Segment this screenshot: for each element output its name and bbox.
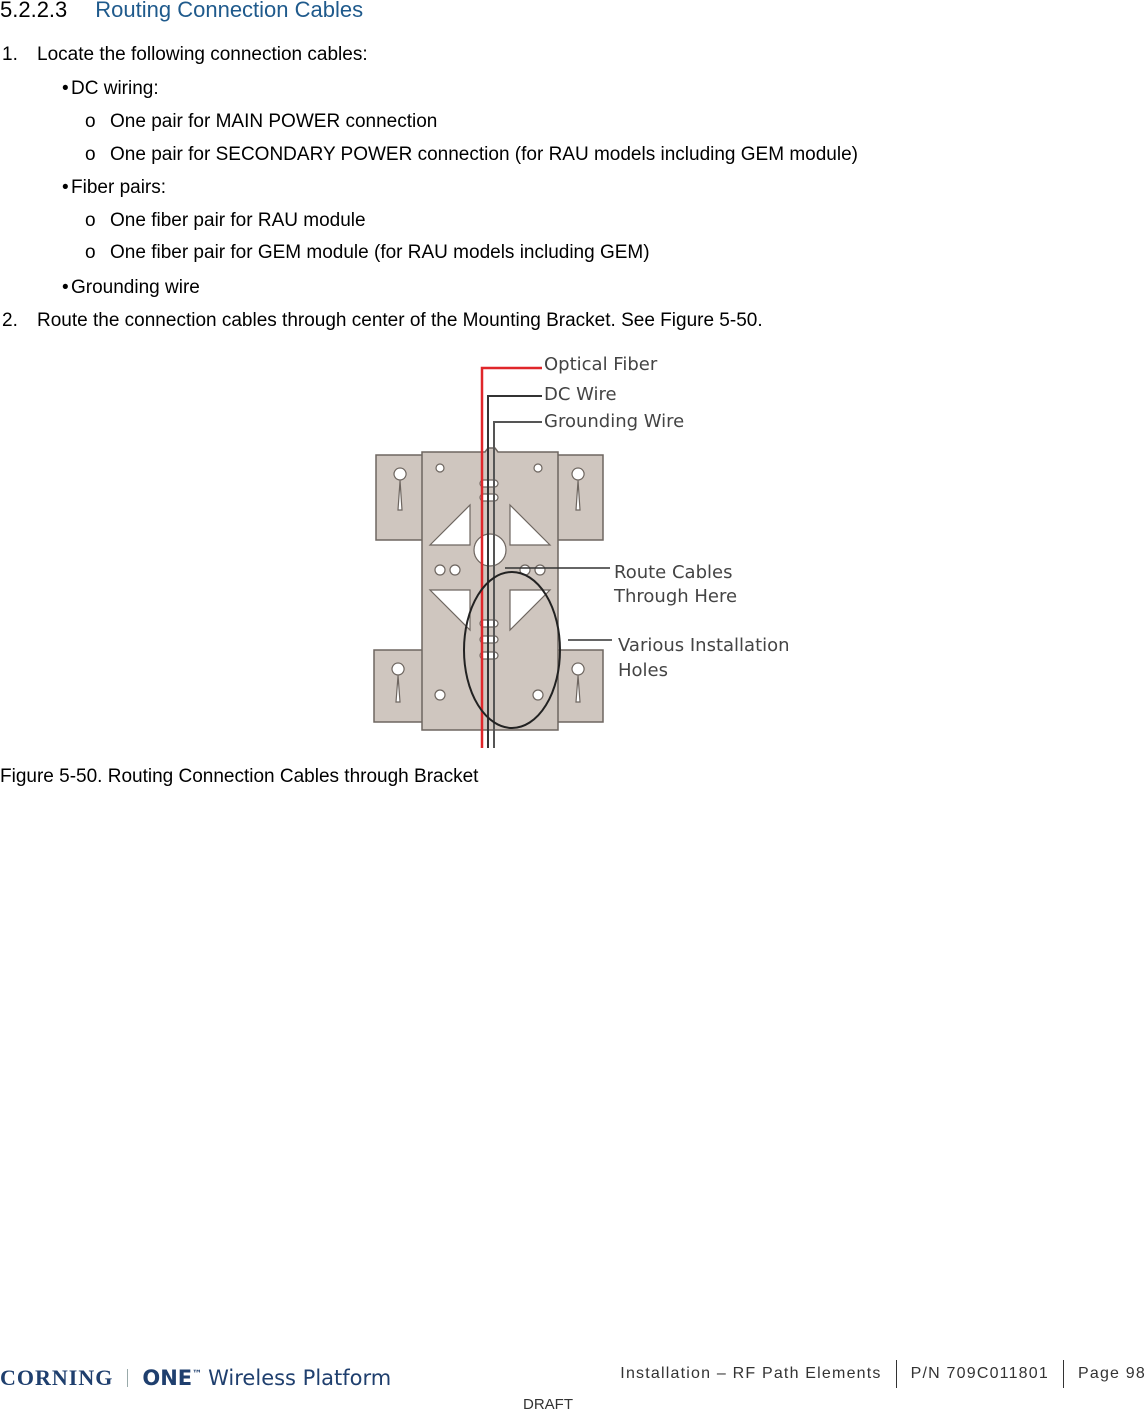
install-hole xyxy=(436,464,444,472)
footer-page-number: Page 98 xyxy=(1077,1365,1146,1382)
bracket-diagram xyxy=(360,340,800,750)
one-logo xyxy=(142,1366,202,1390)
label-grounding-wire: Grounding Wire xyxy=(544,411,685,432)
bullet-marker: • xyxy=(62,78,69,99)
bullet-marker: • xyxy=(62,177,69,198)
step-marker: 1. xyxy=(2,44,18,65)
label-dc-wire: DC Wire xyxy=(544,384,617,405)
footer-section: Installation – RF Path Elements xyxy=(620,1365,882,1382)
figure-caption: Figure 5-50. Routing Connection Cables through Bracket xyxy=(0,766,479,787)
step-text: Route the connection cables through center of the Mounting Bracket. See Figure 5-50. xyxy=(37,310,763,331)
label-optical-fiber: Optical Fiber xyxy=(544,354,658,375)
one-text: ONE xyxy=(142,1366,193,1390)
subitem-text: One pair for SECONDARY POWER connection (for RAU models including GEM module) xyxy=(110,144,858,165)
section-heading xyxy=(0,0,363,23)
install-hole xyxy=(435,565,445,575)
subitem-text: One pair for MAIN POWER connection xyxy=(110,111,438,132)
bullet-text: Grounding wire xyxy=(71,277,200,298)
install-hole xyxy=(534,464,542,472)
center-hole xyxy=(474,534,506,566)
footer-divider xyxy=(896,1360,897,1388)
install-hole xyxy=(533,690,543,700)
subitem-marker: o xyxy=(85,144,96,165)
subitem-marker: o xyxy=(85,111,96,132)
footer-info xyxy=(620,1360,1146,1388)
label-through-here: Through Here xyxy=(614,586,738,607)
footer-divider xyxy=(1063,1360,1064,1388)
install-hole xyxy=(450,565,460,575)
bullet-marker: • xyxy=(62,277,69,298)
corning-logo: CORNING xyxy=(0,1365,114,1390)
subitem-text: One fiber pair for RAU module xyxy=(110,210,366,231)
install-hole xyxy=(435,690,445,700)
label-various-installation: Various Installation xyxy=(618,635,790,656)
step-marker: 2. xyxy=(2,310,18,331)
bracket-plate xyxy=(422,448,558,730)
figure-mounting-bracket xyxy=(360,340,800,750)
label-holes: Holes xyxy=(618,660,669,681)
bullet-text: Fiber pairs: xyxy=(71,177,167,198)
install-hole xyxy=(535,565,545,575)
section-title: Routing Connection Cables xyxy=(95,0,364,22)
subitem-marker: o xyxy=(85,210,96,231)
wireless-platform-text: Wireless Platform xyxy=(208,1366,392,1390)
step-text: Locate the following connection cables: xyxy=(37,44,368,65)
subitem-marker: o xyxy=(85,242,96,263)
bullet-text: DC wiring: xyxy=(71,78,159,99)
section-number: 5.2.2.3 xyxy=(0,0,68,22)
footer-logo xyxy=(0,1362,391,1394)
subitem-text: One fiber pair for GEM module (for RAU models including GEM) xyxy=(110,242,650,263)
draft-label: DRAFT xyxy=(523,1396,573,1413)
trademark-symbol: ™ xyxy=(192,1369,203,1380)
logo-divider xyxy=(127,1369,128,1387)
label-route-cables: Route Cables xyxy=(614,562,733,583)
footer-part-number: P/N 709C011801 xyxy=(910,1365,1049,1382)
